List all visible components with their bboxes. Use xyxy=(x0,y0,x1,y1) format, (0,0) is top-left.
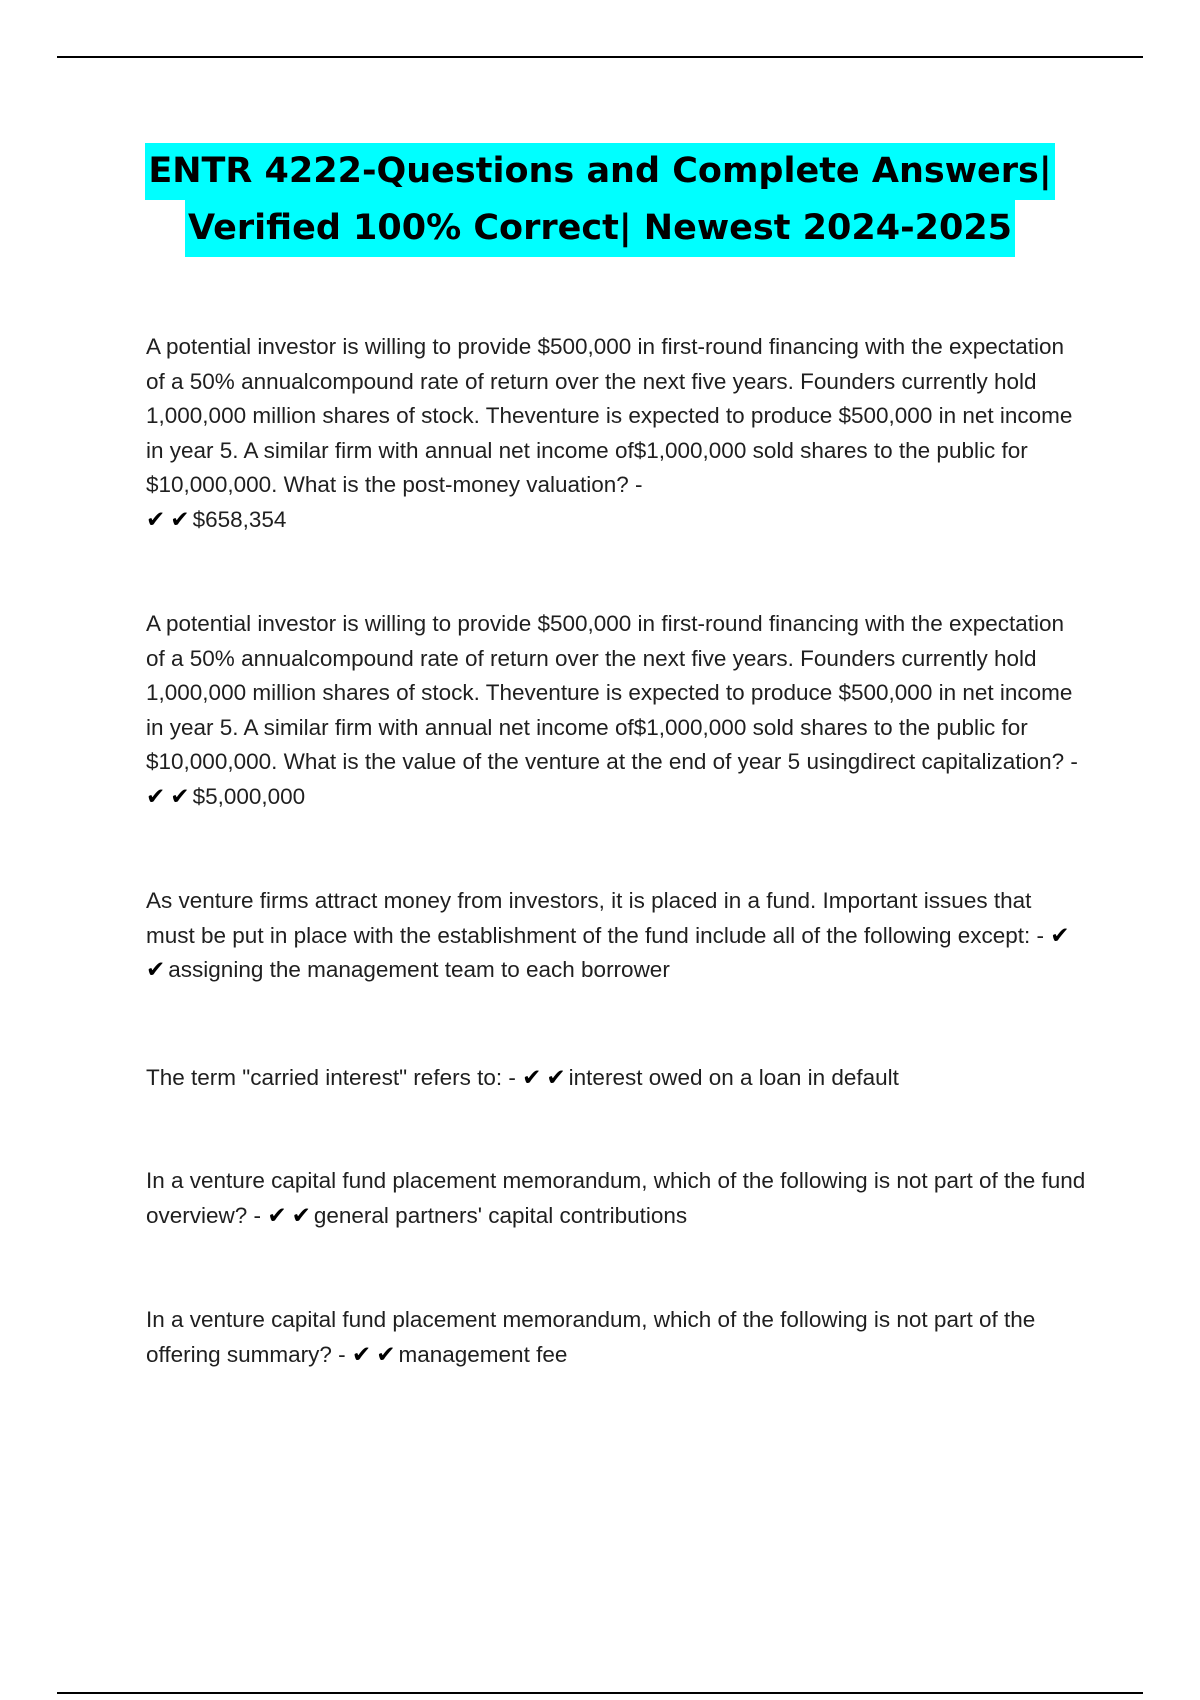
check-icon: ✔ xyxy=(522,1065,542,1091)
qa-item xyxy=(146,1164,1086,1233)
answer-text: $658,354 xyxy=(192,506,287,532)
question-text: The term "carried interest" refers to: - xyxy=(146,1065,516,1090)
answer-text: general partners' capital contributions xyxy=(313,1202,688,1228)
check-icon: ✔ xyxy=(291,1202,311,1229)
title-line-1: ENTR 4222-Questions and Complete Answers| xyxy=(145,143,1054,200)
document-title xyxy=(0,143,1200,257)
check-icon: ✔ xyxy=(351,1341,372,1368)
check-icon: ✔ xyxy=(146,506,166,533)
check-icon: ✔ xyxy=(170,506,190,533)
answer-text: assigning the management team to each borrower xyxy=(168,957,670,982)
check-icon: ✔ xyxy=(546,1065,566,1091)
answer-text: $5,000,000 xyxy=(192,783,306,809)
qa-item xyxy=(146,1303,1086,1372)
top-rule xyxy=(57,56,1143,58)
bottom-rule xyxy=(57,1692,1143,1694)
qa-item xyxy=(146,607,1086,814)
check-icon: ✔ xyxy=(170,783,190,810)
question-text: In a venture capital fund placement memorandum, which of the following is not part of the fund overview? - xyxy=(146,1168,1086,1228)
qa-item xyxy=(146,1061,1086,1096)
question-text: As venture firms attract money from investors, it is placed in a fund. Important issues that must be put in place with the establishment of the fund include all of the following except: - xyxy=(146,888,1045,948)
answer-text: management fee xyxy=(398,1341,568,1367)
qa-item xyxy=(146,330,1086,537)
check-icon: ✔ xyxy=(146,957,166,983)
check-icon: ✔ xyxy=(376,1341,396,1368)
qa-item xyxy=(146,884,1086,988)
question-text: In a venture capital fund placement memorandum, which of the following is not part of the offering summary? - xyxy=(146,1307,1036,1367)
check-icon: ✔ xyxy=(267,1202,287,1229)
question-text: A potential investor is willing to provide $500,000 in first-round financing with the expectation of a 50% annualcompound rate of return over the next five years. Founders currently hold 1,000,000 million shares of stock. Theventure is expected to produce $500,000 in net income in year 5. A similar firm with annual net income of$1,000,000 sold shares to the public for $10,000,000. What is the value of the venture at the end of year 5 usingdirect capitalization? - xyxy=(146,611,1078,774)
check-icon: ✔ xyxy=(146,783,166,810)
check-icon: ✔ xyxy=(1050,922,1070,949)
question-text: A potential investor is willing to provide $500,000 in first-round financing with the expectation of a 50% annualcompound rate of return over the next five years. Founders currently hold 1,000,000 million shares of stock. Theventure is expected to produce $500,000 in net income in year 5. A similar firm with annual net income of$1,000,000 sold shares to the public for $10,000,000. What is the post-money valuation? - xyxy=(146,334,1073,497)
answer-text: interest owed on a loan in default xyxy=(568,1065,899,1090)
title-line-2: Verified 100% Correct| Newest 2024-2025 xyxy=(185,200,1015,257)
